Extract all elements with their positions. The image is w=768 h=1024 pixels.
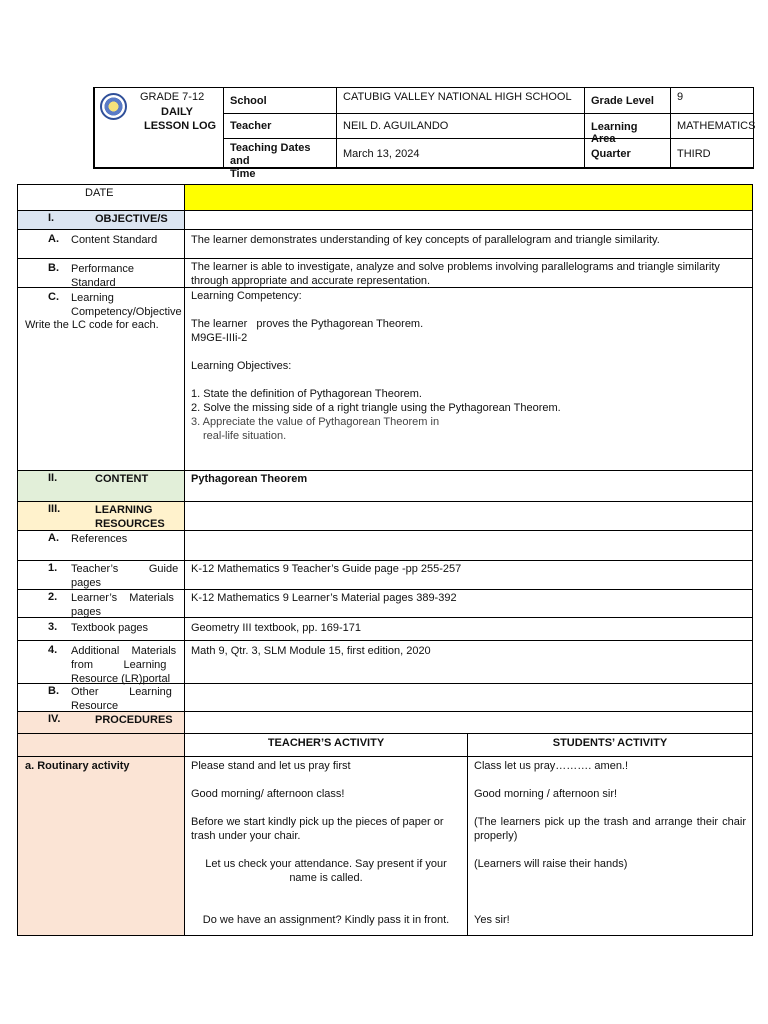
teachers-activity-header: TEACHER’S ACTIVITY <box>185 734 468 756</box>
teaching-dates-label <box>224 139 337 180</box>
competency-label-line1: Learning <box>71 292 114 304</box>
teacher-line-greeting: Good morning/ afternoon class! <box>191 788 345 800</box>
log-title-line2: DAILY <box>161 106 193 118</box>
quarter-value: THIRD <box>677 148 711 160</box>
teachers-guide-num: 1. <box>48 562 58 574</box>
teaching-dates-value: March 13, 2024 <box>337 139 585 168</box>
procedures-row <box>18 712 752 734</box>
content-num: II. <box>48 472 58 484</box>
objectives-row <box>18 211 752 230</box>
textbook-row <box>18 618 752 641</box>
teacher-label: Teacher <box>224 114 337 139</box>
content-label: CONTENT <box>95 473 149 485</box>
content-standard-label: Content Standard <box>71 234 158 246</box>
school-label: School <box>224 88 337 114</box>
teacher-line-attendance: Let us check your attendance. Say present if your name is called. <box>205 858 447 884</box>
resources-label-line2: RESOURCES <box>95 518 165 530</box>
learners-materials-label-line1: Learner’s Materials <box>71 592 174 604</box>
student-line-yes: Yes sir! <box>474 914 510 926</box>
date-value-highlight <box>185 185 752 210</box>
other-resource-row <box>18 684 752 712</box>
objective-1: 1. State the definition of Pythagorean Theorem. <box>191 388 422 400</box>
lc-code: M9GE-IIIi-2 <box>191 332 248 344</box>
performance-standard-label: Performance Standard <box>71 263 134 289</box>
textbook-label: Textbook pages <box>71 622 149 634</box>
routinary-activity-label: a. Routinary activity <box>25 760 130 772</box>
competency-label-line2: Competency/Objective <box>71 306 182 318</box>
additional-materials-label-line3: Resource (LR)portal <box>71 673 171 685</box>
additional-materials-row <box>18 641 752 684</box>
content-standard-value: The learner demonstrates understanding of key concepts of parallelogram and triangle similarity. <box>191 234 660 246</box>
activity-header-row <box>18 734 752 757</box>
student-line-trash: (The learners pick up the trash and arrange their chair properly) <box>474 816 746 842</box>
objective-2: 2. Solve the missing side of a right triangle using the Pythagorean Theorem. <box>191 402 561 414</box>
learners-materials-label-line2: pages <box>71 606 101 618</box>
teacher-value: NEIL D. AGUILANDO <box>337 114 585 139</box>
teachers-guide-row <box>18 561 752 590</box>
teacher-line-assignment: Do we have an assignment? Kindly pass it in front. <box>202 914 450 926</box>
objectives-heading: Learning Objectives: <box>191 360 292 372</box>
procedures-label: PROCEDURES <box>95 714 173 726</box>
objective-3-line1: 3. Appreciate the value of Pythagorean Theorem in <box>191 416 440 428</box>
additional-materials-label-line2: from Learning <box>71 659 167 671</box>
learning-area-label: Learning Area <box>585 114 671 139</box>
learners-materials-num: 2. <box>48 591 58 603</box>
teacher-line-trash: Before we start kindly pick up the pieces of paper or trash under your chair. <box>191 816 444 842</box>
objective-3-line2: real-life situation. <box>203 430 287 442</box>
references-num: A. <box>48 532 59 544</box>
grade-level-label: Grade Level <box>585 88 671 114</box>
resources-num: III. <box>48 503 61 515</box>
lc-heading: Learning Competency: <box>191 290 302 302</box>
deped-seal-icon <box>100 93 127 120</box>
learners-materials-row <box>18 590 752 618</box>
teachers-guide-value: K-12 Mathematics 9 Teacher’s Guide page -pp 255-257 <box>191 563 462 575</box>
additional-materials-label-line1: Additional Materials <box>71 645 177 657</box>
content-value: Pythagorean Theorem <box>191 473 308 485</box>
references-row <box>18 531 752 561</box>
procedures-num: IV. <box>48 713 61 725</box>
lesson-log-table <box>17 184 753 936</box>
date-row <box>18 185 752 211</box>
competency-num: C. <box>48 291 59 303</box>
header-table <box>93 87 756 180</box>
other-resource-num: B. <box>48 685 59 697</box>
students-activity-header: STUDENTS’ ACTIVITY <box>552 737 668 749</box>
students-activity-cell <box>468 757 752 935</box>
student-line-greeting: Good morning / afternoon sir! <box>474 788 618 800</box>
content-standard-num: A. <box>48 233 59 245</box>
student-line-hands: (Learners will raise their hands) <box>474 858 628 870</box>
competency-row <box>18 288 752 471</box>
log-title-line3: LESSON LOG <box>144 120 217 132</box>
performance-standard-row <box>18 259 752 288</box>
additional-materials-value: Math 9, Qtr. 3, SLM Module 15, first edition, 2020 <box>191 645 431 657</box>
performance-standard-num: B. <box>48 262 59 274</box>
lc-text: The learner proves the Pythagorean Theorem. <box>191 318 424 330</box>
teachers-guide-label-line1: Teacher’s Guide <box>71 563 179 575</box>
log-title-line1: GRADE 7-12 <box>140 91 205 103</box>
content-standard-row <box>18 230 752 259</box>
teacher-line-pray: Please stand and let us pray first <box>191 760 351 772</box>
learners-materials-value: K-12 Mathematics 9 Learner’s Material pages 389-392 <box>191 592 457 604</box>
teachers-guide-label-line2: pages <box>71 577 101 589</box>
student-line-pray: Class let us pray………. amen.! <box>474 760 629 772</box>
teacher-activity-cell <box>185 757 468 935</box>
other-resource-label-line1: Other Learning <box>71 686 172 698</box>
textbook-value: Geometry III textbook, pp. 169-171 <box>191 622 361 634</box>
teaching-dates-label-line2: Time <box>230 168 256 180</box>
objectives-label: OBJECTIVE/S <box>95 213 168 225</box>
references-label: References <box>71 533 128 545</box>
textbook-num: 3. <box>48 621 58 633</box>
date-label: DATE <box>85 187 114 199</box>
learning-area-value: MATHEMATICS <box>671 114 754 139</box>
routinary-activity-row <box>18 757 752 935</box>
content-row <box>18 471 752 502</box>
objectives-num: I. <box>48 212 55 224</box>
grade-level-value: 9 <box>671 88 754 114</box>
teaching-dates-label-line1: Teaching Dates and <box>230 142 311 167</box>
additional-materials-num: 4. <box>48 644 58 656</box>
resources-label-line1: LEARNING <box>95 504 153 516</box>
resources-row <box>18 502 752 531</box>
performance-standard-value: The learner is able to investigate, analyze and solve problems involving parallelograms and triangle similarity through appropriate and accurate representation. <box>191 261 720 287</box>
quarter-label: Quarter <box>585 139 671 168</box>
competency-label-line3: Write the LC code for each. <box>25 319 159 331</box>
other-resource-label-line2: Resource <box>71 700 119 712</box>
school-value: CATUBIG VALLEY NATIONAL HIGH SCHOOL <box>337 88 585 114</box>
